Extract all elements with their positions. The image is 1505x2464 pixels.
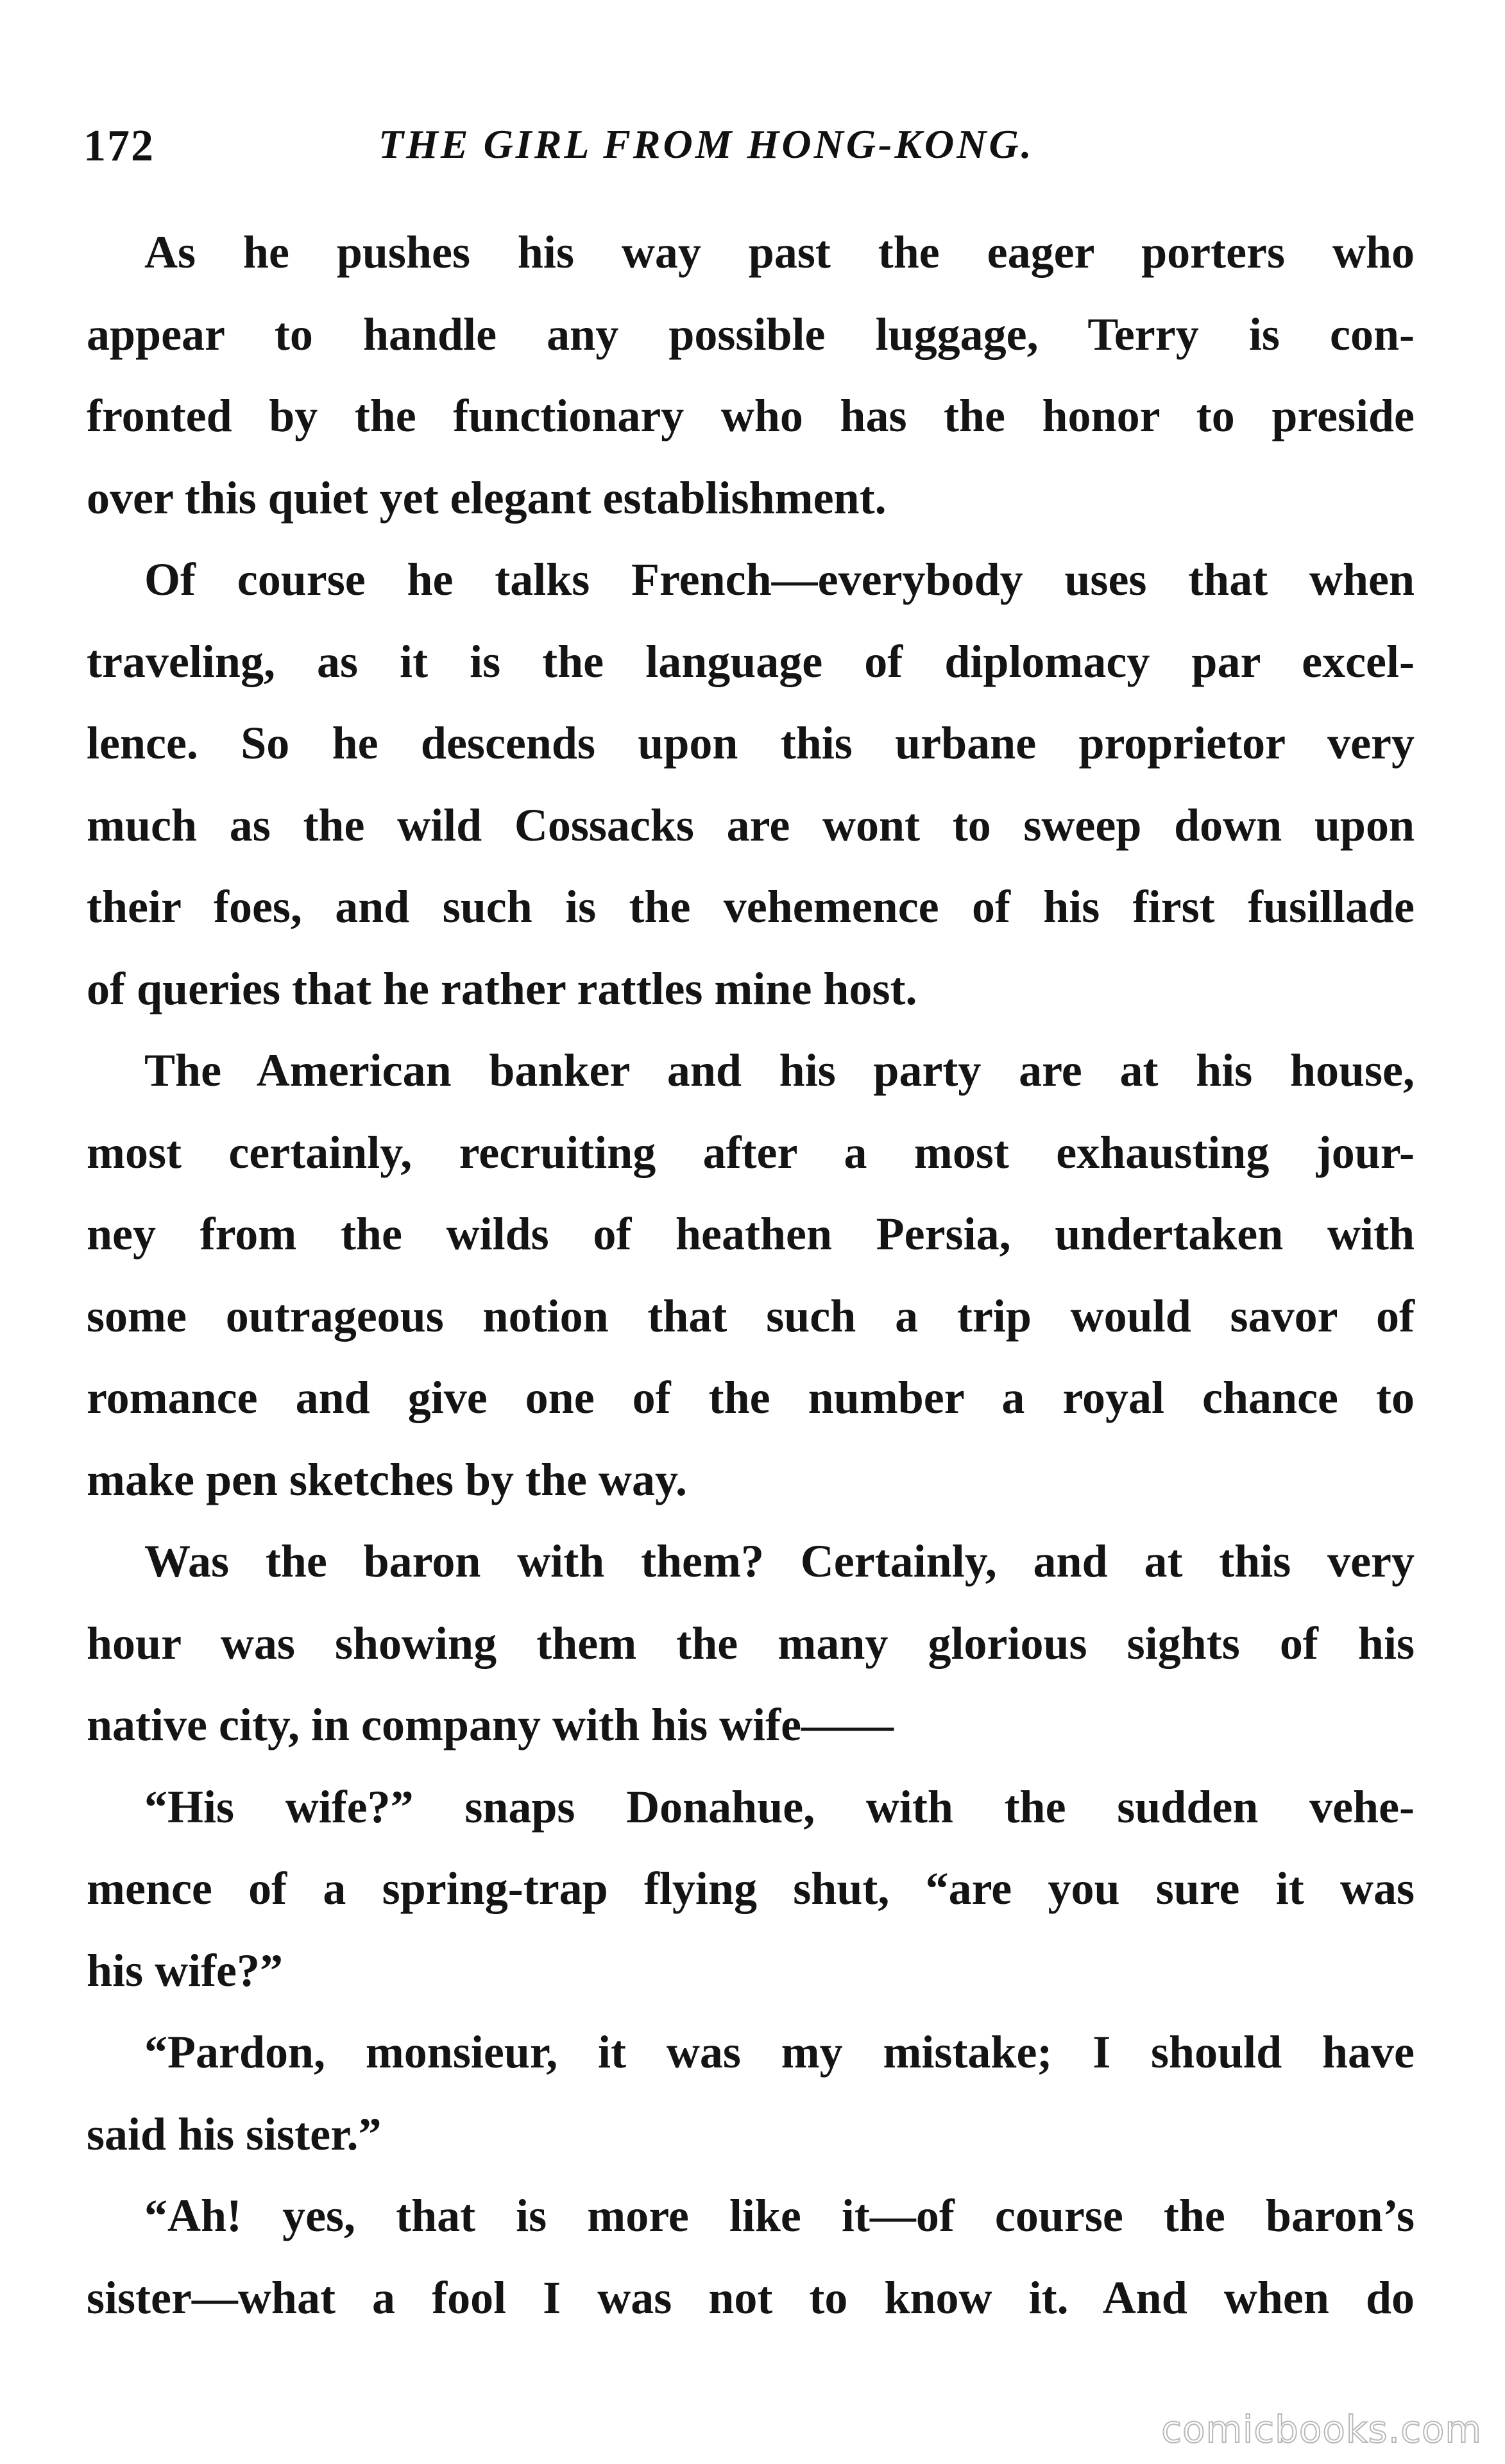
- text-line: his wife?”: [87, 1944, 283, 1996]
- text-line: Of course he talks French—everybody uses that when: [144, 554, 1415, 605]
- text-line: traveling, as it is the language of diplomacy par excel-: [87, 635, 1415, 687]
- text-line: most certainly, recruiting after a most exhausting jour-: [87, 1126, 1415, 1178]
- text-line: hour was showing them the many glorious sights of his: [87, 1617, 1415, 1669]
- text-line: mence of a spring-trap flying shut, “are you sure it was: [87, 1863, 1415, 1914]
- body-text: [87, 212, 1415, 2339]
- text-line: some outrageous notion that such a trip would savor of: [87, 1290, 1415, 1342]
- text-line: Was the baron with them? Certainly, and at this very: [144, 1536, 1415, 1587]
- site-watermark: comicbooks.com: [1161, 2408, 1482, 2451]
- page-number: 172: [83, 121, 155, 171]
- text-line: of queries that he rather rattles mine host.: [87, 963, 917, 1014]
- page-header: [83, 103, 1418, 180]
- text-line: appear to handle any possible luggage, Terry is con-: [87, 308, 1415, 360]
- text-line: “Ah! yes, that is more like it—of course the baron’s: [144, 2190, 1415, 2241]
- text-line: The American banker and his party are at his house,: [144, 1045, 1415, 1096]
- text-line: over this quiet yet elegant establishment.: [87, 472, 887, 524]
- text-line: “Pardon, monsieur, it was my mistake; I should have: [144, 2026, 1415, 2078]
- text-line: fronted by the functionary who has the honor to preside: [87, 390, 1415, 441]
- text-line: their foes, and such is the vehemence of his first fusillade: [87, 881, 1415, 932]
- text-line: make pen sketches by the way.: [87, 1453, 688, 1505]
- text-line: romance and give one of the number a royal chance to: [87, 1372, 1415, 1423]
- text-line: As he pushes his way past the eager porters who: [144, 227, 1415, 278]
- text-line: native city, in company with his wife——: [87, 1699, 894, 1750]
- text-line: much as the wild Cossacks are wont to sweep down upon: [87, 799, 1415, 851]
- text-line: lence. So he descends upon this urbane proprietor very: [87, 717, 1415, 769]
- text-line: ney from the wilds of heathen Persia, undertaken with: [87, 1208, 1415, 1260]
- running-head: THE GIRL FROM HONG-KONG.: [378, 121, 1034, 167]
- text-line: “His wife?” snaps Donahue, with the sudden vehe-: [144, 1781, 1415, 1833]
- text-line: sister—what a fool I was not to know it. And when do: [87, 2272, 1415, 2323]
- text-line: said his sister.”: [87, 2108, 382, 2160]
